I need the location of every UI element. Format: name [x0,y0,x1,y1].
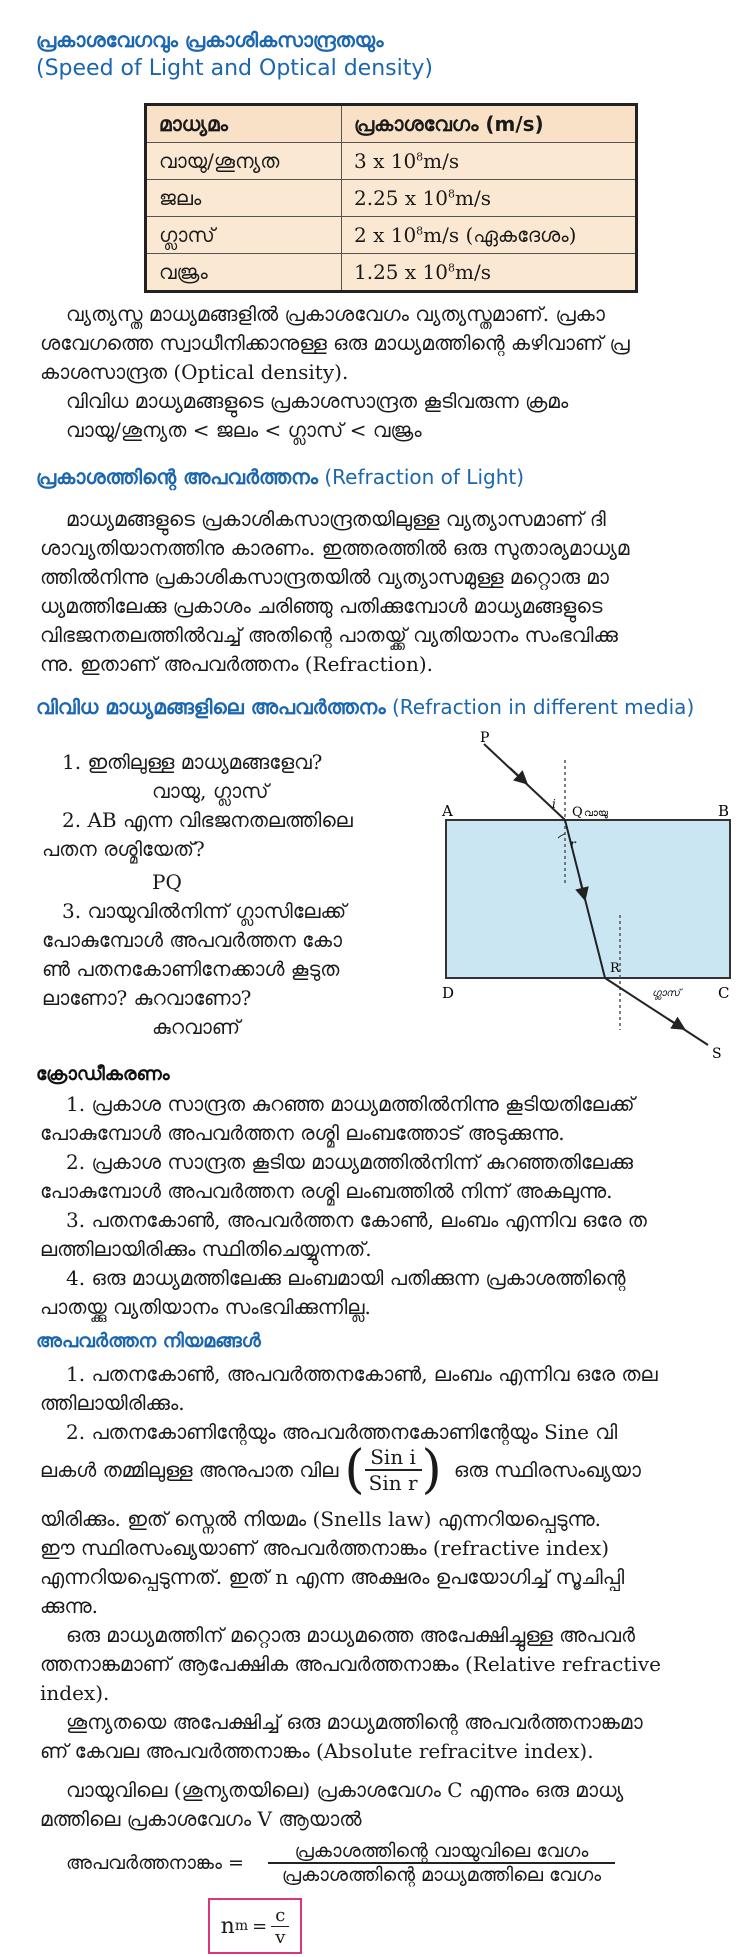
glass-block [446,820,730,978]
heading-summary: ക്രോഡീകരണം [36,1063,170,1085]
refraction-diagram [440,730,740,1060]
heading-en: (Refraction in different media) [385,695,695,719]
table-cell-speed [342,254,637,292]
right-paren: ) [421,1440,442,1500]
optical-density-paragraph [40,300,730,445]
table-cell-speed [342,143,637,180]
question-answer-block [42,748,442,1042]
box-n: n [220,1913,235,1939]
summary-item: ലത്തിലായിരിക്കും സ്ഥിതിചെയ്യുന്നത്. [40,1237,372,1261]
table-cell-medium: വജ്രം [146,254,342,292]
table-header: പ്രകാശവേഗം (m/s) [342,105,637,143]
law-line: 1. പതനകോൺ, അപവർത്തനകോൺ, ലംബം എന്നിവ ഒരേ തല [66,1362,658,1386]
box-fraction [271,1905,289,1948]
speed-unit: m/s [454,260,491,284]
formula-fraction [268,1840,615,1886]
heading-different-media [36,695,694,719]
law-line: ഒരു മാധ്യമത്തിന് മറ്റൊരു മാധ്യമത്തെ അപേക്ഷിച്ചുള്ള അപവർ [66,1623,635,1647]
answer: PQ [152,870,182,894]
label-d: D [442,984,455,1002]
question: 2. AB എന്ന വിഭജനതലത്തിലെ [62,808,353,832]
formula-denominator: പ്രകാശത്തിന്റെ മാധ്യമത്തിലെ വേഗം [281,1864,602,1886]
law-line: ത്തനാങ്കമാണ് ആപേക്ഷിക അപവർത്തനാങ്കം (Relative refractive [40,1652,661,1676]
summary-item: 2. പ്രകാശ സാന്ദ്രത കൂടിയ മാധ്യമത്തിൽനിന്ന് കുറഞ്ഞതിലേക്കു [66,1150,633,1174]
sine-fraction [365,1445,422,1495]
summary-item: 1. പ്രകാശ സാന്ദ്രത കുറഞ്ഞ മാധ്യമത്തിൽനിന്നു കൂടിയതിലേക്ക് [66,1092,635,1116]
summary-item: പോകുമ്പോൾ അപവർത്തന രശ്മി ലംബത്തിൽ നിന്ന് അകലുന്നു. [40,1179,613,1203]
label-angle-i: i [552,797,556,811]
formula-numerator: പ്രകാശത്തിന്റെ വായുവിലെ വേഗം [268,1840,615,1864]
box-equals: = [252,1915,268,1937]
fraction-numerator: Sin i [365,1445,422,1471]
question: 1. ഇതിലുള്ള മാധ്യമങ്ങളേവ? [62,750,323,774]
heading-en: (Speed of Light and Optical density) [36,56,433,81]
law-line: index). [40,1681,110,1705]
summary-item: 3. പതനകോൺ, അപവർത്തന കോൺ, ലംബം എന്നിവ ഒരേ ത [66,1208,647,1232]
speed-exp: 8 [447,187,455,201]
fraction-denominator: Sin r [368,1471,418,1495]
summary-item: പോകുമ്പോൾ അപവർത്തന രശ്മി ലംബത്തോട് അടുക്കുന്നു. [40,1121,565,1145]
box-numerator: c [271,1905,289,1927]
heading-en: (Refraction of Light) [318,465,525,489]
refraction-paragraph [40,505,730,679]
speed-coef: 3 x 10 [354,149,417,173]
text-line: വിവിധ മാധ്യമങ്ങളുടെ പ്രകാശസാന്ദ്രത കൂടിവരുന്ന ക്രമം [66,389,569,413]
text-line: മാധ്യമങ്ങളുടെ പ്രകാശികസാന്ദ്രതയിലുള്ള വ്യത്യാസമാണ് ദി [66,507,606,531]
law-line: യിരിക്കും. ഇത് സ്നെൽ നിയമം (Snells law) എന്നറിയപ്പെടുന്നു. [40,1507,602,1531]
text-line: വ്യത്യസ്ത മാധ്യമങ്ങളിൽ പ്രകാശവേഗം വ്യത്യസ്തമാണ്. പ്രകാ [66,302,605,326]
law-line: ഒരു സ്ഥിരസംഖ്യയാ [453,1458,641,1482]
table-cell-medium: ജലം [146,180,342,217]
table-row [146,143,637,180]
question: ൺ പതനകോണിനേക്കാൾ കൂടുത [42,957,340,981]
label-q: Q [572,805,583,820]
summary-list [40,1090,730,1322]
table-row [146,254,637,292]
speed-note: (ഏകദേശം) [459,223,577,247]
heading-refraction [36,465,524,489]
heading-ml: പ്രകാശത്തിന്റെ അപവർത്തനം [36,465,319,489]
speed-coef: 1.25 x 10 [354,260,448,284]
law-line: ണ് കേവല അപവർത്തനാങ്കം (Absolute refracitve index). [40,1739,594,1763]
heading-ml: വിവിധ മാധ്യമങ്ങളിലെ അപവർത്തനം [36,695,386,719]
laws-paragraph-cont [40,1505,730,1834]
speed-exp: 8 [447,261,455,275]
left-paren: ( [344,1440,365,1500]
question: പോകുമ്പോൾ അപവർത്തന കോ [42,928,343,952]
label-c: C [718,984,730,1002]
table-header: മാധ്യമം [146,105,342,143]
law-line: ത്തിലായിരിക്കും. [40,1391,185,1415]
speed-unit: m/s [423,223,460,247]
density-order: വായു/ശൂന്യത < ജലം < ഗ്ലാസ് < വജ്രം [66,418,422,442]
box-sub-m: m [234,1918,249,1934]
speed-coef: 2.25 x 10 [354,186,448,210]
text-line: വിഭജനതലത്തിൽവച്ച് അതിന്റെ പാതയ്ക്ക് വ്യതിയാനം സംഭവിക്കു [40,623,618,647]
label-s: S [712,1046,722,1060]
table-cell-medium: വായു/ശൂന്യത [146,143,342,180]
question: 3. വായുവിൽനിന്ന് ഗ്ലാസിലേക്ക് [62,899,347,923]
label-r: R [610,961,620,976]
question: പതന രശ്മിയേത്? [42,837,205,861]
law-line: മത്തിലെ പ്രകാശവേഗം V ആയാൽ [40,1807,362,1831]
label-glass: ഗ്ലാസ് [652,988,680,999]
heading-laws-of-refraction: അപവർത്തന നിയമങ്ങൾ [36,1330,261,1352]
summary-item: 4. ഒരു മാധ്യമത്തിലേക്കു ലംബമായി പതിക്കുന്ന പ്രകാശത്തിന്റെ [66,1266,626,1290]
text-line: ത്തിൽനിന്നു പ്രകാശികസാന്ദ്രതയിൽ വ്യത്യാസമുള്ള മറ്റൊരു മാ [40,565,609,589]
speed-exp: 8 [416,224,424,238]
table-row [146,217,637,254]
law-line: എന്നറിയപ്പെടുന്നത്. ഇത് n എന്ന അക്ഷരം ഉപയോഗിച്ച് സൂചിപ്പി [40,1565,625,1589]
answer: കുറവാണ് [152,1015,241,1039]
label-p: P [480,730,490,746]
label-b: B [718,802,730,820]
speed-unit: m/s [423,149,460,173]
law-line: ശൂന്യതയെ അപേക്ഷിച്ച് ഒരു മാധ്യമത്തിന്റെ അപവർത്തനാങ്കമാ [66,1710,643,1734]
emergent-ray-arrow [668,1019,681,1027]
heading-speed-of-light [36,28,433,81]
speed-exp: 8 [416,150,424,164]
table-row [146,180,637,217]
question: ലാണോ? കുറവാണോ? [42,986,252,1010]
label-a: A [442,802,453,820]
text-line: ധ്യമത്തിലേക്കു പ്രകാശം ചരിഞ്ഞു പതിക്കുമ്പോൾ മാധ്യമങ്ങളുടെ [40,594,603,618]
formula-box [208,1898,302,1954]
laws-paragraph [40,1360,730,1447]
text-line: ശാവ്യതിയാനത്തിനു കാരണം. ഇത്തരത്തിൽ ഒരു സുതാര്യമാധ്യമ [40,536,630,560]
law-line: 2. പതനകോണിന്റേയും അപവർത്തനകോണിന്റേയും Sine വി [66,1420,618,1444]
table-cell-speed [342,217,637,254]
table-cell-medium: ഗ്ലാസ് [146,217,342,254]
speed-coef: 2 x 10 [354,223,417,247]
label-air: വായു [584,808,609,819]
incident-ray-arrow [510,768,524,781]
law-line: ക്കുന്നു. [40,1594,98,1618]
label-angle-r: r [570,837,576,851]
speed-unit: m/s [454,186,491,210]
law-line: വായുവിലെ (ശൂന്യതയിലെ) പ്രകാശവേഗം C എന്നും ഒരു മാധ്യ [66,1778,624,1802]
heading-ml: പ്രകാശവേഗവും പ്രകാശികസാന്ദ്രതയും [36,28,384,52]
law-line: ലകൾ തമ്മിലുള്ള അനുപാത വില [40,1458,339,1482]
sine-ratio-line [40,1440,730,1500]
table-cell-speed [342,180,637,217]
law-line: ഈ സ്ഥിരസംഖ്യയാണ് അപവർത്തനാങ്കം (refractive index) [40,1536,610,1560]
speed-table [144,103,638,293]
box-denominator: v [275,1926,286,1948]
table-header-row [146,105,637,143]
text-line: ന്നു. ഇതാണ് അപവർത്തനം (Refraction). [40,652,434,676]
text-line: ശവേഗത്തെ സ്വാധീനിക്കാനുള്ള ഒരു മാധ്യമത്തിന്റെ കഴിവാണ് പ്ര [40,331,630,355]
text-line: കാശസാന്ദ്രത (Optical density). [40,360,349,384]
answer: വായു, ഗ്ലാസ് [152,779,269,803]
formula-lhs: അപവർത്തനാങ്കം = [66,1852,244,1874]
summary-item: പാതയ്ക്കു വ്യതിയാനം സംഭവിക്കുന്നില്ല. [40,1295,371,1319]
refractive-index-formula [66,1840,615,1886]
